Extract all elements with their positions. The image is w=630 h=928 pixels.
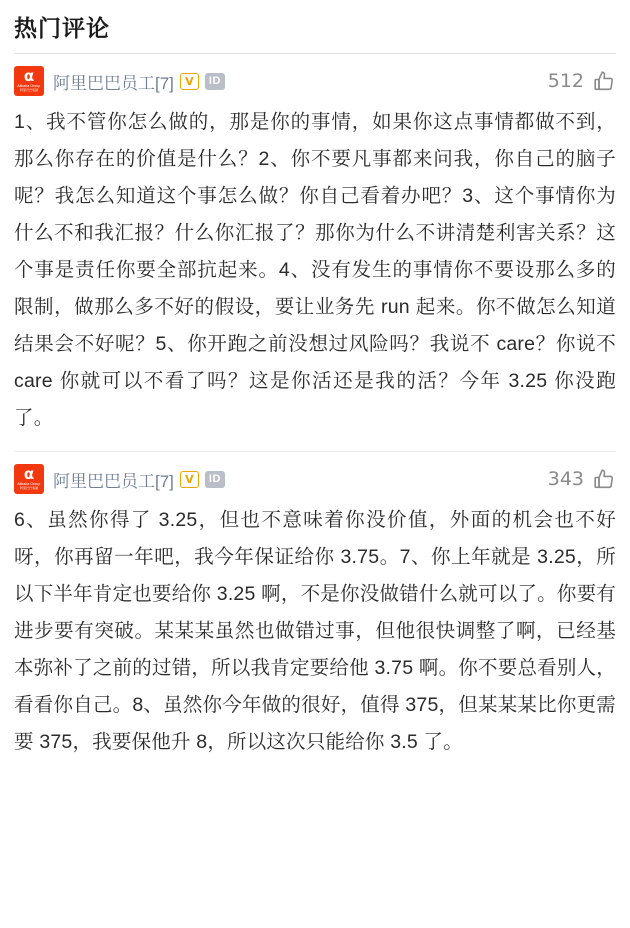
like-count: 343 (547, 468, 584, 490)
comment-item (0, 452, 630, 767)
avatar-logo-mark: α (23, 67, 35, 85)
like-group[interactable] (548, 467, 616, 491)
like-count: 512 (547, 70, 584, 92)
id-badge: ID (205, 73, 225, 90)
comment-text: 1、我不管你怎么做的，那是你的事情，如果你这点事情都做不到，那么你存在的价值是什么？2、你不要凡事都来问我，你自己的脑子呢？我怎么知道这个事怎么做？你自己看着办吧？3、这个事情你为什么不和我汇报？什么你汇报了？那你为什么不讲清楚利害关系？这个事是责任你要全部抗起来。4、没有发生的事情你不要设那么多的限制，做那么多不好的假设，要让业务先 run 起来。你不做怎么知道结果会不好呢？5、你开跑之前没想过风险吗？我说不 care？你说不 care 你就可以不看了吗？这是你活还是我的活？今年 3.25 你没跑了。 (14, 111, 616, 429)
verified-badge-icon: V (180, 471, 199, 488)
id-badge: ID (205, 471, 225, 488)
verified-badge-icon: V (180, 73, 199, 90)
comment-header (14, 464, 616, 494)
avatar[interactable] (14, 464, 44, 494)
avatar-brand-cn: 阿里巴巴集团 (19, 88, 39, 92)
comment-item (0, 54, 630, 443)
thumbs-up-icon[interactable] (592, 467, 616, 491)
avatar-brand-en: Alibaba Group (17, 481, 41, 486)
avatar-brand-en: Alibaba Group (17, 83, 41, 88)
avatar[interactable] (14, 66, 44, 96)
avatar-logo-mark: α (23, 465, 35, 483)
thumbs-up-icon[interactable] (592, 69, 616, 93)
comment-text: 6、虽然你得了 3.25，但也不意味着你没价值，外面的机会也不好呀，你再留一年吧，我今年保证给你 3.75。7、你上年就是 3.25，所以下半年肯定也要给你 3.25 啊，不是你没做错什么就可以了。你要有进步要有突破。某某某虽然也做错过事，但他很快调整了啊，已经基本弥补了之前的过错，所以我肯定要给他 3.75 啊。你不要总看别人，看看你自己。8、虽然你今年做的很好，值得 375，但某某某比你更需要 375，我要保他升 8，所以这次只能给你 3.5 了。 (14, 509, 616, 753)
comment-username[interactable]: 阿里巴巴员工[7] (53, 73, 174, 93)
page-title: 热门评论 (14, 15, 110, 41)
avatar-brand-cn: 阿里巴巴集团 (19, 486, 39, 490)
like-group[interactable] (548, 69, 616, 93)
comment-header (14, 66, 616, 96)
comment-username[interactable]: 阿里巴巴员工[7] (53, 471, 174, 491)
